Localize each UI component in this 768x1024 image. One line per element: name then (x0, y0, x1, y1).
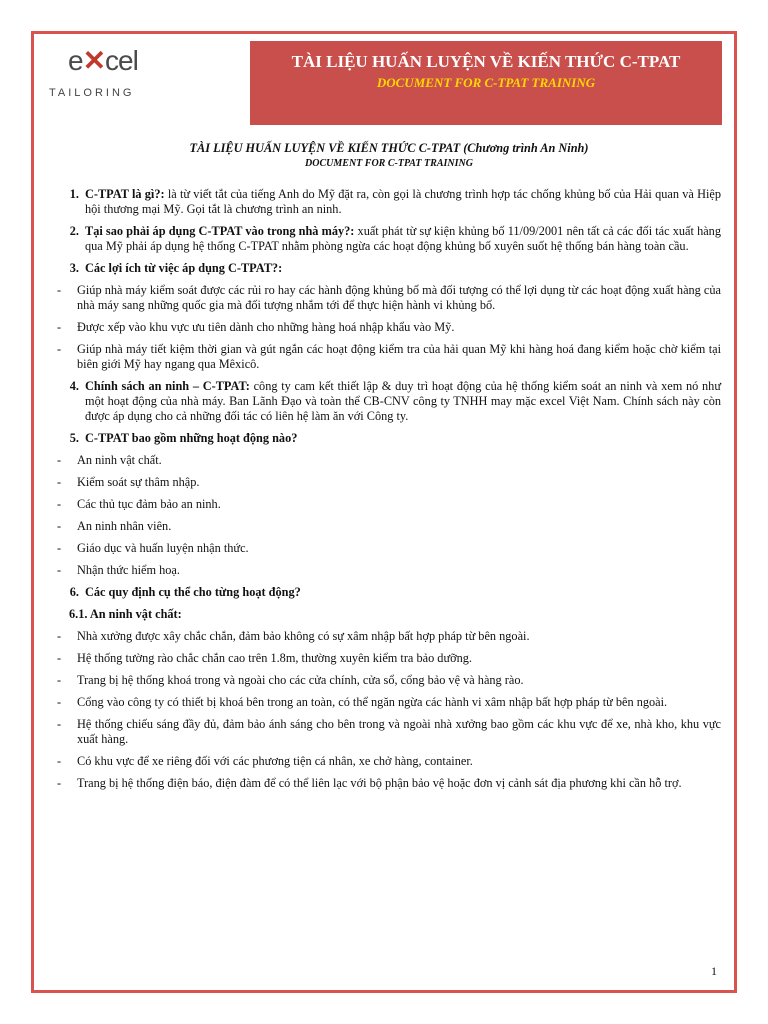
list-item: - Kiểm soát sự thâm nhập. (57, 475, 200, 489)
bullet-dash: - (57, 453, 62, 467)
list-item: - Giáo dục và huấn luyện nhận thức. (57, 541, 249, 555)
section-heading: C-TPAT là gì?: (85, 187, 165, 201)
section-number: 1. (69, 187, 79, 201)
section-number: 3. (69, 261, 79, 275)
bullet-dash: - (57, 563, 62, 577)
bullet-dash: - (57, 695, 62, 709)
list-item: - Hệ thống chiếu sáng đầy đủ, đảm bảo ánh sáng cho bên trong và ngoài nhà xưởng bao gồm các khu vực để xe, nhà kho, khu vực xuất hàng. (57, 717, 721, 746)
section-heading: C-TPAT bao gồm những hoạt động nào? (85, 431, 298, 445)
list-item: - Hệ thống tường rào chắc chắn cao trên 1.8m, thường xuyên kiểm tra bảo dưỡng. (57, 651, 472, 665)
list-item: - An ninh nhân viên. (57, 519, 172, 533)
logo-letters-cel: cel (105, 45, 138, 76)
list-item: - Cổng vào công ty có thiết bị khoá bên trong an toàn, có thể ngăn ngừa các hành vi xâm nhập bất hợp pháp từ bên ngoài. (57, 695, 668, 709)
bullet-dash: - (57, 475, 62, 489)
bullet-dash: - (57, 673, 62, 687)
section-number: 5. (69, 431, 79, 445)
bullet-dash: - (57, 651, 62, 665)
bullet-dash: - (57, 717, 62, 731)
document-body (57, 141, 721, 798)
list-item: - Các thủ tục đảm bảo an ninh. (57, 497, 221, 511)
section-1 (57, 187, 721, 217)
logo-letter-e: e (68, 45, 83, 76)
list-item: - An ninh vật chất. (57, 453, 162, 467)
section-text: xuất phát từ sự kiện khủng bố 11/09/2001 nên tất cả các đối tác xuất hàng qua Mỹ phải áp dụng hệ thống C-TPAT nhằm phòng ngừa các hoạt động khủng bố xuyên suốt hệ thống bán hàng toàn cầu. (85, 224, 721, 253)
section-heading: Các quy định cụ thể cho từng hoạt động? (85, 585, 301, 599)
section-4 (57, 379, 721, 424)
list-item: - Có khu vực để xe riêng đối với các phương tiện cá nhân, xe chở hàng, container. (57, 754, 473, 768)
bullet-dash: - (57, 283, 62, 297)
logo-wordmark (68, 44, 138, 77)
bullet-dash: - (57, 320, 62, 334)
list-item: - Nhận thức hiểm hoạ. (57, 563, 180, 577)
section-text: là từ viết tắt của tiếng Anh do Mỹ đặt ra, còn gọi là chương trình hợp tác chống khủng bố của Hải quan và Hiệp hội thương mại Mỹ. Gọi tắt là chương trình an ninh. (85, 187, 721, 216)
section-2 (57, 224, 721, 254)
logo-x-mark: ✕ (82, 45, 106, 76)
section-number: 6. (69, 585, 79, 599)
document-title: TÀI LIỆU HUẤN LUYỆN VỀ KIẾN THỨC C-TPAT (Chương trình An Ninh) (189, 141, 589, 155)
section-heading: Các lợi ích từ việc áp dụng C-TPAT?: (85, 261, 283, 275)
list-item: - Trang bị hệ thống điện báo, điện đàm để có thể liên lạc với bộ phận bảo vệ hoặc đơn vị cảnh sát địa phương khi cần hỗ trợ. (57, 776, 682, 790)
bullet-dash: - (57, 541, 62, 555)
list-item: - Giúp nhà máy tiết kiệm thời gian và gút ngắn các hoạt động kiểm tra của hải quan Mỹ khi hàng hoá đang kiểm hoặc chờ kiểm tại biên giới Mỹ hay ngang qua Mêxicô. (57, 342, 721, 371)
section-6 (57, 585, 721, 600)
banner-subtitle: DOCUMENT FOR C-TPAT TRAINING (376, 75, 596, 90)
list-item: - Trang bị hệ thống khoá trong và ngoài cho các cửa chính, cửa sổ, cổng bảo vệ và hàng rào. (57, 673, 524, 687)
list-item: - Giúp nhà máy kiểm soát được các rủi ro hay các hành động khủng bố mà đối tượng có thể lợi dụng từ các hoạt động xuất hàng của nhà máy sang những quốc gia mà đối tượng nhắm tới để thực hiện hành vi khủng bố. (57, 283, 721, 312)
section-text: công ty cam kết thiết lập & duy trì hoạt động của hệ thống kiểm soát an ninh và xem nó như một hoạt động của nhà máy. Ban Lãnh Đạo và toàn thể CB-CNV công ty TNHH may mặc excel Việt Nam. Chính sách này còn được áp dụng cho cả những đối tác có liên hệ làm ăn với Công ty. (85, 379, 721, 423)
bullet-dash: - (57, 342, 62, 356)
title-banner (250, 41, 722, 125)
bullet-dash: - (57, 519, 62, 533)
page-frame (31, 31, 737, 993)
section-number: 2. (69, 224, 79, 238)
section-heading: Tại sao phải áp dụng C-TPAT vào trong nhà máy?: (85, 224, 355, 238)
bullet-dash: - (57, 754, 62, 768)
section-number: 4. (69, 379, 79, 393)
list-item: - Nhà xưởng được xây chắc chắn, đảm bảo không có sự xâm nhập bất hợp pháp từ bên ngoài. (57, 629, 530, 643)
company-logo (46, 42, 246, 112)
list-item: - Được xếp vào khu vực ưu tiên dành cho những hàng hoá nhập khẩu vào Mỹ. (57, 320, 455, 334)
logo-subtitle: TAILORING (49, 87, 135, 99)
section-5 (57, 431, 721, 446)
section-3 (57, 261, 721, 276)
document-subtitle: DOCUMENT FOR C-TPAT TRAINING (305, 158, 473, 169)
section-heading: Chính sách an ninh – C-TPAT: (85, 379, 250, 393)
subsection-heading: 6.1. An ninh vật chất: (69, 607, 182, 621)
bullet-dash: - (57, 497, 62, 511)
banner-title: TÀI LIỆU HUẤN LUYỆN VỀ KIẾN THỨC C-TPAT (291, 52, 681, 71)
bullet-dash: - (57, 776, 62, 790)
bullet-dash: - (57, 629, 62, 643)
page-number: 1 (711, 964, 717, 978)
